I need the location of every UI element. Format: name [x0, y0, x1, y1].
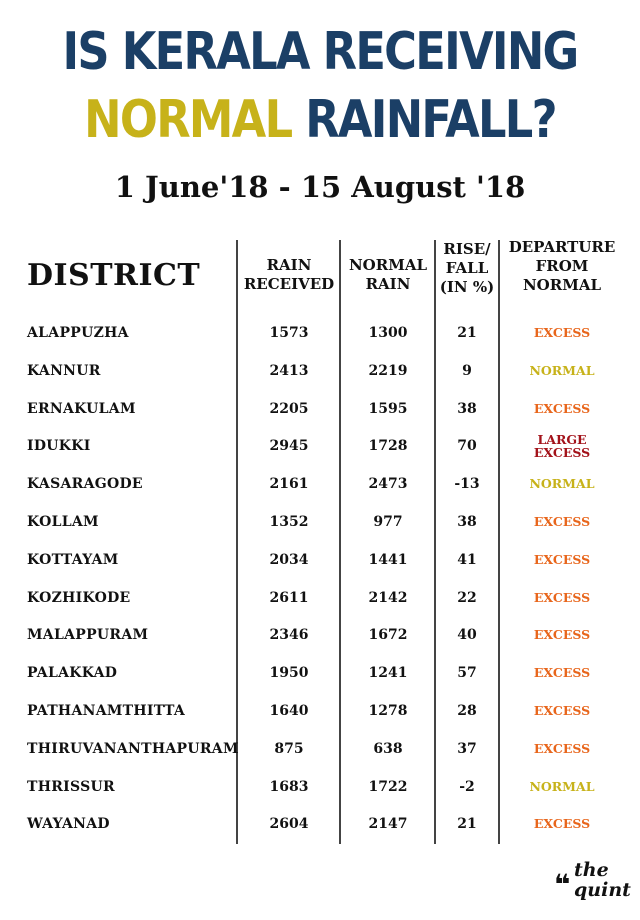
normal-rain-cell: 1241 — [368, 665, 408, 682]
district-cell: THIRUVANANTHAPURAM — [27, 740, 239, 757]
rise-fall-cell: 57 — [457, 665, 477, 682]
rise-fall-cell: 38 — [457, 514, 477, 530]
rain-received-cell: 2945 — [269, 438, 309, 455]
table-row — [0, 693, 640, 729]
district-cell: WAYANAD — [27, 816, 110, 833]
departure-status-cell: LARGE EXCESS — [533, 432, 591, 461]
table-row — [0, 315, 640, 351]
rise-fall-cell: 9 — [462, 362, 472, 379]
normal-rain-cell: 1441 — [368, 551, 408, 568]
normal-rain-cell: 977 — [373, 514, 403, 530]
departure-status-cell: EXCESS — [533, 325, 591, 340]
normal-rain-cell: 2147 — [368, 816, 408, 833]
rise-fall-cell: -13 — [454, 476, 480, 493]
district-cell: KOLLAM — [27, 514, 99, 530]
departure-status-cell: EXCESS — [533, 627, 591, 643]
rain-received-cell: 2611 — [269, 589, 309, 606]
district-cell: ERNAKULAM — [27, 400, 136, 417]
table-row — [0, 617, 640, 653]
district-cell: ALAPPUZHA — [27, 325, 129, 341]
rain-received-cell: 2161 — [269, 476, 309, 493]
table-row — [0, 504, 640, 540]
district-cell: KASARAGODE — [27, 476, 143, 493]
headline-rest: RAINFALL? — [291, 90, 556, 150]
rise-fall-cell: -2 — [459, 778, 475, 795]
district-cell: PALAKKAD — [27, 665, 118, 682]
normal-rain-cell: 1728 — [368, 438, 408, 455]
rain-received-cell: 2413 — [269, 362, 309, 379]
district-cell: KOZHIKODE — [27, 589, 131, 606]
rain-received-cell: 1573 — [269, 325, 309, 341]
rise-fall-cell: 38 — [457, 400, 477, 417]
rise-fall-cell: 21 — [457, 325, 477, 341]
departure-status-cell: EXCESS — [533, 665, 591, 681]
logo-text: the quint — [574, 859, 631, 901]
headline-line-2 — [45, 90, 595, 150]
normal-rain-cell: 638 — [373, 740, 403, 757]
rise-fall-cell: 28 — [457, 703, 477, 719]
rise-fall-cell: 21 — [457, 816, 477, 833]
table-row — [0, 655, 640, 691]
departure-status-cell: NORMAL — [529, 778, 595, 794]
headline-line-1: IS KERALA RECEIVING — [62, 22, 578, 82]
rise-fall-cell: 41 — [457, 551, 477, 568]
district-cell: PATHANAMTHITTA — [27, 703, 186, 719]
rise-fall-cell: 37 — [457, 740, 477, 757]
rain-received-cell: 1683 — [269, 778, 309, 795]
rain-received-cell: 1950 — [269, 665, 309, 682]
departure-status-cell: EXCESS — [533, 589, 591, 605]
table-row — [0, 353, 640, 389]
rain-received-cell: 2346 — [269, 627, 309, 644]
rise-fall-cell: 70 — [457, 438, 477, 455]
header-rain-received: RAIN RECEIVED — [243, 256, 335, 293]
departure-status-cell: EXCESS — [533, 703, 591, 718]
normal-rain-cell: 1595 — [368, 400, 408, 417]
the-quint-logo — [554, 859, 631, 910]
normal-rain-cell: 1300 — [368, 325, 408, 341]
normal-rain-cell: 2473 — [368, 476, 408, 493]
rain-received-cell: 1352 — [269, 514, 309, 530]
rain-received-cell: 2034 — [269, 551, 309, 568]
district-cell: IDUKKI — [27, 438, 91, 455]
departure-status-cell: EXCESS — [533, 400, 591, 416]
table-row — [0, 466, 640, 502]
rain-received-cell: 875 — [274, 740, 304, 757]
rise-fall-cell: 22 — [457, 589, 477, 606]
departure-status-cell: EXCESS — [533, 816, 591, 832]
table-row — [0, 428, 640, 464]
table-row — [0, 731, 640, 767]
header-departure: DEPARTURE FROM NORMAL — [508, 238, 616, 294]
rain-received-cell: 1640 — [269, 703, 309, 719]
departure-status-cell: EXCESS — [533, 514, 591, 529]
table-row — [0, 391, 640, 427]
quint-quote-icon: ❝ — [554, 868, 571, 901]
rain-received-cell: 2205 — [269, 400, 309, 417]
date-range-subtitle: 1 June'18 - 15 August '18 — [114, 170, 526, 204]
header-normal-rain: NORMAL RAIN — [348, 256, 428, 293]
table-row — [0, 580, 640, 616]
table-row — [0, 542, 640, 578]
table-row — [0, 769, 640, 805]
header-rise-fall: RISE/ FALL (IN %) — [439, 240, 495, 296]
normal-rain-cell: 1672 — [368, 627, 408, 644]
departure-status-cell: EXCESS — [533, 740, 591, 756]
normal-rain-cell: 1722 — [368, 778, 408, 795]
district-cell: THRISSUR — [27, 778, 115, 795]
table-row — [0, 806, 640, 842]
district-cell: KANNUR — [27, 362, 101, 379]
header-district: DISTRICT — [27, 258, 201, 293]
district-cell: KOTTAYAM — [27, 551, 119, 568]
departure-status-cell: NORMAL — [529, 476, 595, 492]
normal-rain-cell: 2219 — [368, 362, 408, 379]
rise-fall-cell: 40 — [457, 627, 477, 644]
rain-received-cell: 2604 — [269, 816, 309, 833]
district-cell: MALAPPURAM — [27, 627, 149, 644]
departure-status-cell: EXCESS — [533, 551, 591, 567]
headline-highlight: NORMAL — [84, 90, 292, 150]
normal-rain-cell: 1278 — [368, 703, 408, 719]
departure-status-cell: NORMAL — [529, 362, 595, 378]
normal-rain-cell: 2142 — [368, 589, 408, 606]
